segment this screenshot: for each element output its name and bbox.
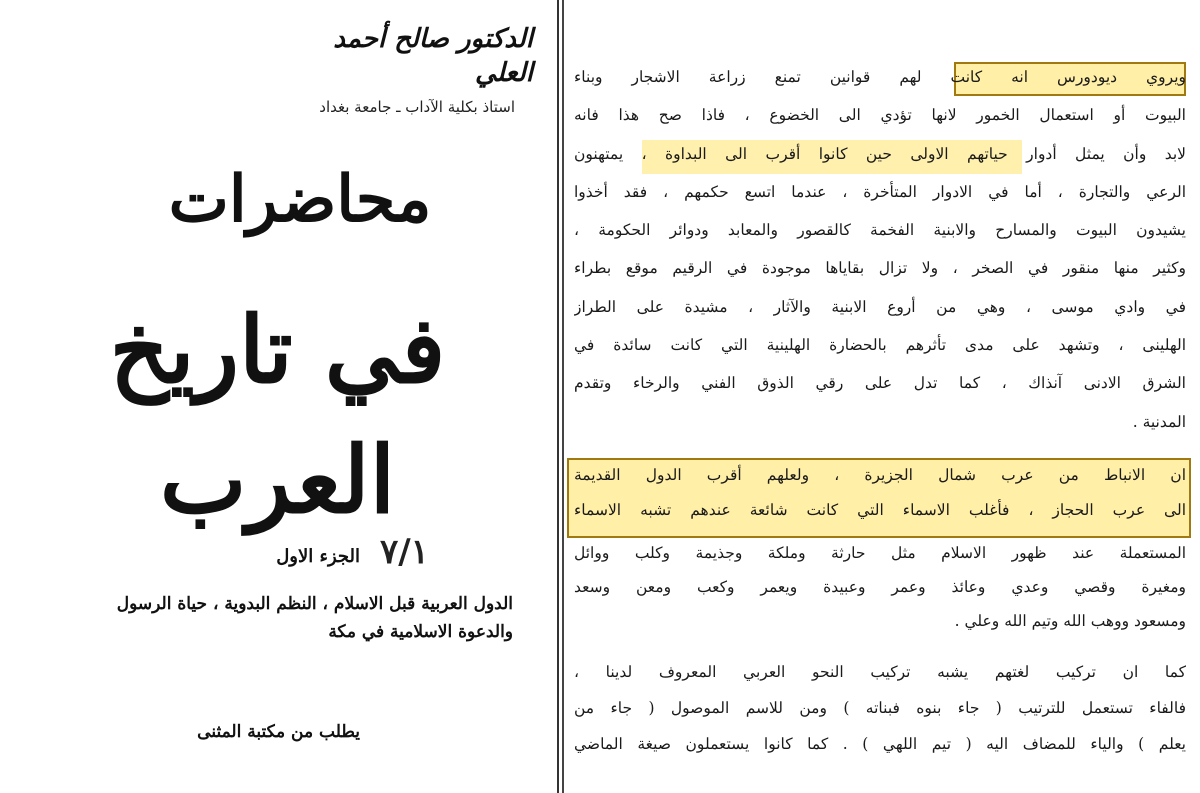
text-line: كما ان تركيب لغتهم يشبه تركيب النحو العربي المعروف لدينا ، [574, 663, 1186, 681]
text-line: لابد وأن يمثل أدوار حياتهم الاولى حين كانوا أقرب الى البداوة ، يمتهنون [574, 144, 1186, 163]
paragraph-names [574, 536, 1186, 638]
part-number: ٧/١ [380, 532, 429, 572]
text-line: الشرق الادنى آنذاك ، كما تدل على رقي الذوق الفني والرخاء وتقدم [574, 374, 1186, 393]
text-line: يشيدون البيوت والمسارح والابنية الفخمة كالقصور والمعابد ودوائر الحكومة ، [574, 221, 1186, 240]
text-line: وكثير منها منقور في الصخر ، ولا تزال بقاياها موجودة في الرقيم موقع بطراء [574, 259, 1186, 278]
paragraph-nabataean-customs [574, 58, 1186, 441]
paragraph-grammar [574, 654, 1186, 762]
text-line: البيوت أو استعمال الخمور لانها تؤدي الى الخضوع ، فاذا صح هذا فانه [574, 106, 1186, 125]
text-line: في وادي موسى ، وهي من أروع الابنية والآثار ، مشيدة على الطراز [574, 297, 1186, 316]
publisher-note: يطلب من مكتبة المثنى [197, 722, 360, 742]
part-label: الجزء الاول [276, 546, 360, 567]
text-line: المدنية . [1132, 412, 1186, 431]
author-affiliation: استاذ بكلية الآداب ـ جامعة بغداد [319, 98, 515, 116]
contents-line: الدول العربية قبل الاسلام ، النظم البدوية ، حياة الرسول [116, 594, 513, 614]
book-title-line-1: محاضرات [168, 162, 432, 237]
contents-line: والدعوة الاسلامية في مكة [328, 622, 513, 642]
text-line: الرعي والتجارة ، أما في الادوار المتأخرة ، عندما اتسع حكمهم ، فقد أخذوا [574, 182, 1186, 201]
author-name: الدكتور صالح أحمد العلي [333, 24, 533, 88]
text-line: الى عرب الحجاز ، فأغلب الاسماء التي كانت شائعة عندهم تشبه الاسماء [574, 501, 1186, 519]
text-line: ويروي ديودورس انه كانت لهم قوانين تمنع زراعة الاشجار وبناء [574, 68, 1186, 86]
text-line: ومسعود ووهب الله وتيم الله وعلي . [954, 612, 1186, 630]
text-line: المستعملة عند ظهور الاسلام مثل حارثة وملكة وجذيمة وكلب ووائل [574, 544, 1186, 562]
paragraph-nabataeans-arabs [574, 458, 1186, 528]
text-line: ان الانباط من عرب شمال الجزيرة ، ولعلهم أقرب الدول القديمة [574, 466, 1186, 484]
book-title-line-2: في تاريخ العرب [109, 296, 446, 534]
text-line: فالفاء تستعمل للترتيب ( جاء بنوه فبناته ) ومن للاسم الموصول ( جاء من [574, 699, 1186, 717]
text-line: ومغيرة وقصي وعدي وعائذ وعمر وعبيدة ويعمر وكعب ومعن وسعد [574, 578, 1186, 596]
text-line: يعلم ) والياء للمضاف اليه ( تيم اللهي ) . كما كانوا يستعملون صيغة الماضي [574, 735, 1186, 753]
text-line: الهلينى ، وتشهد على مدى تأثرهم بالحضارة الهلينية التي كانت سائدة في [574, 336, 1186, 355]
